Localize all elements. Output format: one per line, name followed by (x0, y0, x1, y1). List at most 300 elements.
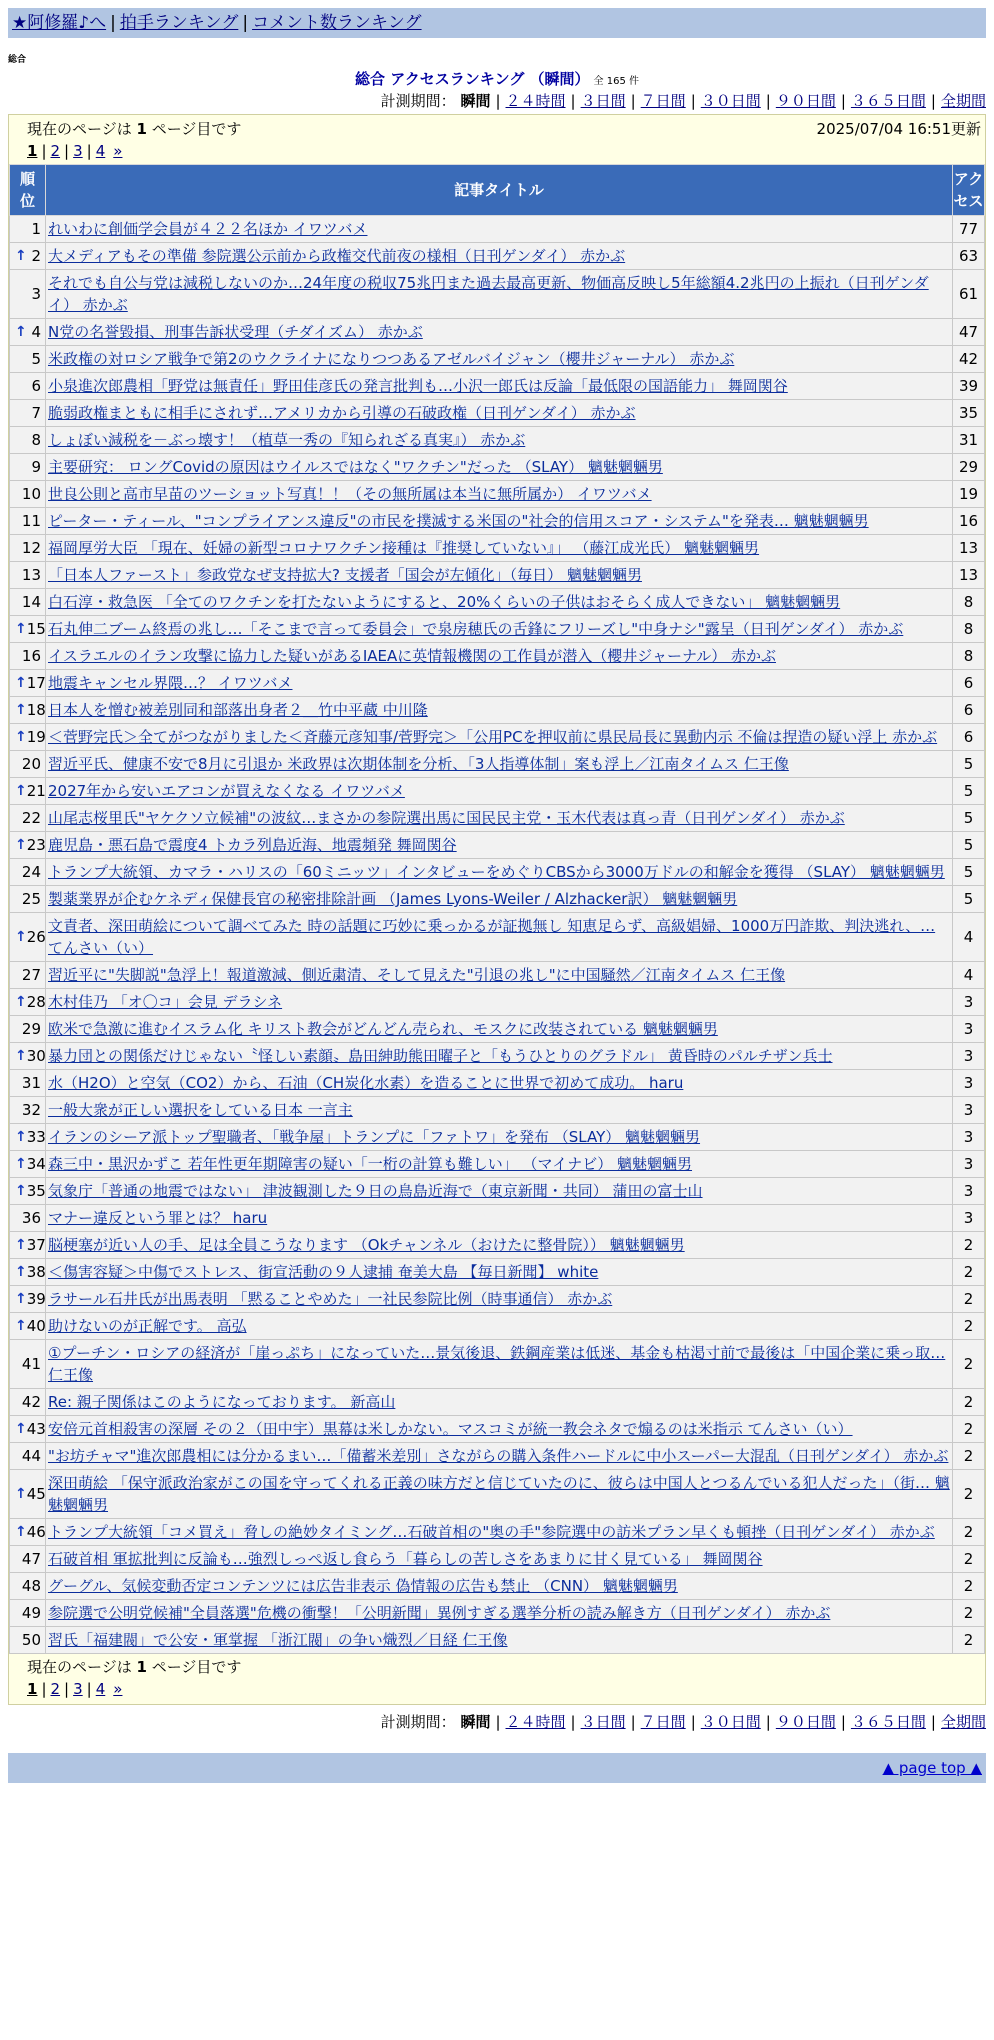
period-90d-link[interactable]: ９０日間 (775, 1713, 836, 1731)
access-count: 5 (953, 751, 985, 778)
title-cell (46, 962, 953, 989)
access-count: 2 (953, 1389, 985, 1416)
table-row (10, 1205, 985, 1232)
table-row (10, 319, 985, 346)
rank-number: 5 (31, 350, 41, 368)
table-row (10, 805, 985, 832)
page-title (0, 68, 994, 90)
article-link[interactable]: 地震キャンセル界隈…？ イワツバメ (48, 674, 293, 692)
period-24h-link[interactable]: ２４時間 (505, 92, 566, 110)
period-7d-link[interactable]: ７日間 (640, 1713, 686, 1731)
title-cell (46, 751, 953, 778)
period-3d-link[interactable]: ３日間 (580, 1713, 626, 1731)
access-count: 29 (953, 454, 985, 481)
rank-cell (10, 1546, 46, 1573)
rank-cell (10, 1070, 46, 1097)
rank-up-arrow-icon: ↑ (15, 994, 27, 1010)
rank-number: 39 (26, 1290, 46, 1308)
rank-header: 順位 (10, 165, 46, 216)
page-link[interactable]: 4 (95, 1680, 106, 1698)
rank-number: 49 (21, 1604, 41, 1622)
access-count: 2 (953, 1573, 985, 1600)
table-row (10, 886, 985, 913)
article-link[interactable]: 米政権の対ロシア戦争で第2のウクライナになりつつあるアゼルバイジャン（櫻井ジャーナル） 赤かぶ (48, 350, 735, 368)
title-cell (46, 1286, 953, 1313)
access-count: 13 (953, 535, 985, 562)
page-link-current[interactable]: 1 (27, 1680, 38, 1698)
access-count: 2 (953, 1340, 985, 1389)
title-cell (46, 1443, 953, 1470)
title-cell (46, 400, 953, 427)
table-row (10, 697, 985, 724)
access-count: 47 (953, 319, 985, 346)
article-link[interactable]: 製薬業界が企むケネディ保健長官の秘密排除計画 （James Lyons-Weiler / Alzhacker訳） 魑魅魍魎男 (48, 890, 738, 908)
period-selector-top: 計測期間： 瞬間 | ２４時間 | ３日間 | ７日間 | ３０日間 | ９０日間 | ３６５日間 | 全期間 (380, 92, 986, 110)
rank-cell (10, 1178, 46, 1205)
rank-cell (10, 697, 46, 724)
article-link[interactable]: ラサール石井氏が出馬表明 「黙ることやめた」一社民参院比例（時事通信） 赤かぶ (48, 1290, 613, 1308)
period-all-link[interactable]: 全期間 (940, 1713, 986, 1731)
article-link[interactable]: 大メディアもその準備 参院選公示前から政権交代前夜の様相（日刊ゲンダイ） 赤かぶ (48, 247, 626, 265)
next-page-link[interactable]: » (113, 1680, 123, 1698)
rank-cell (10, 724, 46, 751)
next-page-link[interactable]: » (113, 142, 123, 160)
table-row (10, 1124, 985, 1151)
article-link[interactable]: 文責者、深田萌絵について調べてみた 時の話題に巧妙に乗っかるが証拠無し 知恵足らず、高級娼婦、1000万円詐欺、判決逃れ、… てんさい（い） (48, 917, 936, 957)
period-365d-link[interactable]: ３６５日間 (850, 92, 926, 110)
title-cell (46, 1627, 953, 1654)
page-link-current[interactable]: 1 (27, 142, 38, 160)
article-link[interactable]: Re: 親子関係はこのようになっております。 新高山 (48, 1393, 396, 1411)
table-row (10, 1259, 985, 1286)
access-count: 5 (953, 805, 985, 832)
table-row (10, 1016, 985, 1043)
rank-number: 17 (26, 674, 46, 692)
article-link[interactable]: イランのシーア派トップ聖職者、「戦争屋」トランプに「ファトワ」を発布 （SLAY） 魑魅魍魎男 (48, 1128, 701, 1146)
article-link[interactable]: 白石淳・救急医 「全てのワクチンを打たないようにすると、20%くらいの子供はおそらく成人できない」 魑魅魍魎男 (48, 593, 841, 611)
title-cell (46, 1097, 953, 1124)
title-cell (46, 373, 953, 400)
title-cell (46, 1340, 953, 1389)
rank-number: 31 (21, 1074, 41, 1092)
rank-up-arrow-icon: ↑ (15, 929, 27, 945)
table-row (10, 724, 985, 751)
title-cell (46, 1070, 953, 1097)
article-link[interactable]: れいわに創価学会員が４２２名ほか イワツバメ (48, 220, 368, 238)
page-link[interactable]: 2 (50, 142, 61, 160)
title-cell (46, 1573, 953, 1600)
title-cell (46, 481, 953, 508)
access-count: 6 (953, 670, 985, 697)
rank-up-arrow-icon: ↑ (15, 324, 27, 340)
rank-cell (10, 805, 46, 832)
access-count: 8 (953, 643, 985, 670)
table-row (10, 508, 985, 535)
page-link[interactable]: 3 (73, 1680, 83, 1698)
table-row (10, 751, 985, 778)
rank-up-arrow-icon: ↑ (15, 1129, 27, 1145)
title-cell (46, 454, 953, 481)
rank-cell (10, 1286, 46, 1313)
rank-cell (10, 670, 46, 697)
rank-cell (10, 1627, 46, 1654)
rank-up-arrow-icon: ↑ (15, 837, 27, 853)
article-link[interactable]: 日本人を憎む被差別同和部落出身者２＿竹中平蔵 中川隆 (48, 701, 428, 719)
rank-cell (10, 562, 46, 589)
title-cell (46, 1600, 953, 1627)
rank-cell (10, 1416, 46, 1443)
access-count: 35 (953, 400, 985, 427)
page-link[interactable]: 4 (95, 142, 106, 160)
rank-cell (10, 1151, 46, 1178)
table-row (10, 346, 985, 373)
table-row (10, 913, 985, 962)
rank-number: 42 (21, 1393, 41, 1411)
article-link[interactable]: 習氏「福建閥」で公安・軍掌握 「浙江閥」の争い熾烈／日経 仁王像 (48, 1631, 508, 1649)
clap-ranking-link[interactable]: 拍手ランキング (119, 13, 239, 33)
table-row (10, 1043, 985, 1070)
title-cell (46, 913, 953, 962)
title-cell (46, 1546, 953, 1573)
access-count: 2 (953, 1416, 985, 1443)
title-cell (46, 859, 953, 886)
title-cell (46, 535, 953, 562)
article-link[interactable]: 水（H2O）と空気（CO2）から、石油（CH炭化水素）を造ることに世界で初めて成功。 haru (48, 1074, 684, 1092)
rank-number: 46 (26, 1523, 46, 1541)
table-row (10, 832, 985, 859)
article-link[interactable]: 気象庁「普通の地震ではない」 津波観測した９日の鳥島近海で（東京新聞・共同） 蒲田の富士山 (48, 1182, 703, 1200)
rank-up-arrow-icon: ↑ (15, 1237, 27, 1253)
article-link[interactable]: 主要研究： ロングCovidの原因はウイルスではなく"ワクチン"だった （SLAY） 魑魅魍魎男 (48, 458, 663, 476)
article-link[interactable]: 参院選で公明党候補"全員落選"危機の衝撃！「公明新聞」異例すぎる選挙分析の読み解き方（日刊ゲンダイ） 赤かぶ (48, 1604, 831, 1622)
period-label: 計測期間： (380, 1713, 456, 1731)
title-cell (46, 1043, 953, 1070)
access-count: 3 (953, 989, 985, 1016)
title-cell (46, 724, 953, 751)
access-count: 8 (953, 616, 985, 643)
rank-number: 26 (26, 928, 46, 946)
rank-up-arrow-icon: ↑ (15, 1048, 27, 1064)
period-selector-bottom: 計測期間： 瞬間 | ２４時間 | ３日間 | ７日間 | ３０日間 | ９０日間 | ３６５日間 | 全期間 (380, 1713, 986, 1731)
period-30d-link[interactable]: ３０日間 (700, 1713, 761, 1731)
title-cell (46, 1416, 953, 1443)
table-row (10, 589, 985, 616)
table-row (10, 1546, 985, 1573)
rank-number: 33 (26, 1128, 46, 1146)
rank-number: 21 (26, 782, 46, 800)
bottom-nav (8, 1753, 986, 1783)
table-row (10, 373, 985, 400)
title-cell (46, 1151, 953, 1178)
article-link[interactable]: 一般大衆が正しい選択をしている日本 一言主 (48, 1101, 353, 1119)
page-link[interactable]: 2 (50, 1680, 61, 1698)
title-cell (46, 243, 953, 270)
article-link[interactable]: 福岡厚労大臣 「現在、妊婦の新型コロナワクチン接種は『推奨していない』」 （藤江成光氏） 魑魅魍魎男 (48, 539, 760, 557)
table-row (10, 270, 985, 319)
table-row (10, 400, 985, 427)
title-cell (46, 1178, 953, 1205)
rank-cell (10, 832, 46, 859)
table-row (10, 427, 985, 454)
article-link[interactable]: しょぼい減税を－ぶっ壊す！（植草一秀の『知られざる真実』） 赤かぶ (48, 431, 526, 449)
title-cell (46, 832, 953, 859)
access-count: 13 (953, 562, 985, 589)
access-count: 39 (953, 373, 985, 400)
rank-number: 8 (31, 431, 41, 449)
rank-cell (10, 508, 46, 535)
rank-up-arrow-icon: ↑ (15, 1318, 27, 1334)
rank-up-arrow-icon: ↑ (15, 675, 27, 691)
rank-cell (10, 1443, 46, 1470)
rank-number: 15 (26, 620, 46, 638)
period-all-link[interactable]: 全期間 (940, 92, 986, 110)
article-link[interactable]: 脳梗塞が近い人の手、足は全員こうなります （Okチャンネル（おけたに整骨院）） 魑魅魍魎男 (48, 1236, 685, 1254)
rank-up-arrow-icon: ↑ (15, 1291, 27, 1307)
table-row (10, 243, 985, 270)
access-count: 42 (953, 346, 985, 373)
title-cell (46, 1313, 953, 1340)
rank-number: 27 (21, 966, 41, 984)
rank-number: 44 (21, 1447, 41, 1465)
rank-cell (10, 962, 46, 989)
title-cell (46, 643, 953, 670)
title-cell (46, 989, 953, 1016)
table-row (10, 1573, 985, 1600)
access-count: 4 (953, 962, 985, 989)
category-tag: 総合 (8, 55, 27, 65)
pagination-top: 1 | 2 | 3 | 4 » (27, 142, 123, 160)
rank-number: 4 (31, 323, 41, 341)
article-link[interactable]: 木村佳乃 「オ〇コ」会見 デラシネ (48, 993, 283, 1011)
access-count: 3 (953, 1097, 985, 1124)
article-link[interactable]: ピーター・ティール、"コンプライアンス違反"の市民を撲滅する米国の"社会的信用スコア・システム"を発表… 魑魅魍魎男 (48, 512, 869, 530)
article-link[interactable]: 暴力団との関係だけじゃない〝怪しい素顔〟島田紳助熊田曜子と「もうひとりのグラドル」 黄昏時のパルチザン兵士 (48, 1047, 833, 1065)
access-count: 2 (953, 1546, 985, 1573)
article-link[interactable]: 「日本人ファースト」参政党なぜ支持拡大? 支援者「国会が左傾化」（毎日） 魑魅魍魎男 (48, 566, 642, 584)
page-top-link[interactable]: ▲ page top ▲ (882, 1759, 982, 1777)
page-status (9, 115, 985, 140)
title-cell (46, 562, 953, 589)
table-row (10, 989, 985, 1016)
separator: | (242, 13, 249, 33)
rank-up-arrow-icon: ↑ (15, 248, 27, 264)
rank-cell (10, 373, 46, 400)
table-row (10, 616, 985, 643)
rank-number: 50 (21, 1631, 41, 1649)
rank-up-arrow-icon: ↑ (15, 1183, 27, 1199)
article-link[interactable]: グーグル、気候変動否定コンテンツには広告非表示 偽情報の広告も禁止 （CNN） 魑魅魍魎男 (48, 1577, 678, 1595)
rank-number: 6 (31, 377, 41, 395)
page-link[interactable]: 3 (73, 142, 83, 160)
comment-ranking-link[interactable]: コメント数ランキング (252, 13, 422, 33)
access-count: 5 (953, 859, 985, 886)
period-365d-link[interactable]: ３６５日間 (850, 1713, 926, 1731)
rank-number: 12 (21, 539, 41, 557)
rank-cell (10, 243, 46, 270)
page-status-bottom (9, 1654, 985, 1678)
rank-number: 48 (21, 1577, 41, 1595)
rank-cell (10, 427, 46, 454)
access-count: 2 (953, 1232, 985, 1259)
table-row (10, 643, 985, 670)
access-count: 3 (953, 1043, 985, 1070)
rank-cell (10, 216, 46, 243)
title-cell (46, 805, 953, 832)
title-cell (46, 1124, 953, 1151)
period-90d-link[interactable]: ９０日間 (775, 92, 836, 110)
rank-cell (10, 989, 46, 1016)
rank-cell (10, 1232, 46, 1259)
rank-cell (10, 859, 46, 886)
rank-up-arrow-icon: ↑ (15, 1524, 27, 1540)
rank-cell (10, 400, 46, 427)
rank-number: 29 (21, 1020, 41, 1038)
access-count: 3 (953, 1016, 985, 1043)
article-link[interactable]: 安倍元首相殺害の深層 その２（田中宇）黒幕は米しかない。マスコミが統一教会ネタで煽るのは米指示 てんさい（い） (48, 1420, 853, 1438)
period-30d-link[interactable]: ３０日間 (700, 92, 761, 110)
table-row (10, 1519, 985, 1546)
rank-number: 16 (21, 647, 41, 665)
access-count: 3 (953, 1070, 985, 1097)
access-count: 4 (953, 913, 985, 962)
rank-number: 38 (26, 1263, 46, 1281)
period-label: 計測期間： (380, 92, 456, 110)
table-row (10, 216, 985, 243)
title-cell (46, 270, 953, 319)
table-row (10, 535, 985, 562)
rank-number: 47 (21, 1550, 41, 1568)
rank-number: 35 (26, 1182, 46, 1200)
article-link[interactable]: 深田萌絵 「保守派政治家がこの国を守ってくれる正義の味方だと信じていたのに、彼らは中国人とつるんでいる犯人だった」（街… 魑魅魍魎男 (48, 1474, 950, 1514)
pagination-bottom: 1 | 2 | 3 | 4 » (27, 1680, 123, 1698)
rank-number: 25 (21, 890, 41, 908)
rank-number: 7 (31, 404, 41, 422)
table-row (10, 1443, 985, 1470)
rank-number: 45 (26, 1485, 46, 1503)
article-link[interactable]: 世良公則と高市早苗のツーショット写真！！（その無所属は本当に無所属か） イワツバメ (48, 485, 652, 503)
total-count: 全 165 件 (593, 76, 639, 87)
title-cell (46, 1205, 953, 1232)
rank-cell (10, 1097, 46, 1124)
access-count: 3 (953, 1124, 985, 1151)
article-link[interactable]: "お坊チャマ"進次郎農相には分かるまい…「備蓄米差別」さながらの購入条件ハードルに中小スーパー大混乱（日刊ゲンダイ） 赤かぶ (48, 1447, 949, 1465)
period-current: 瞬間 (460, 92, 491, 110)
home-link[interactable]: ★阿修羅♪へ (12, 13, 107, 33)
article-link[interactable]: 習近平に"失脚説"急浮上！報道激減、側近粛清、そして見えた"引退の兆し"に中国騒然／江南タイムス 仁王像 (48, 966, 786, 984)
rank-cell (10, 1600, 46, 1627)
access-count: 5 (953, 778, 985, 805)
table-row (10, 1070, 985, 1097)
table-row (10, 562, 985, 589)
rank-number: 30 (26, 1047, 46, 1065)
access-count: 19 (953, 481, 985, 508)
access-count: 6 (953, 697, 985, 724)
table-row (10, 1178, 985, 1205)
rank-number: 14 (21, 593, 41, 611)
rank-number: 28 (26, 993, 46, 1011)
current-page-text: 現在のページは 1 ページ目です (27, 1658, 242, 1676)
title-cell (46, 1389, 953, 1416)
rank-up-arrow-icon: ↑ (15, 729, 27, 745)
rank-cell (10, 913, 46, 962)
article-link[interactable]: ①プーチン・ロシアの経済が「崖っぷち」になっていた…景気後退、鉄鋼産業は低迷、基金も枯渇寸前で最後は「中国企業に乗っ取… 仁王像 (48, 1344, 946, 1384)
article-link[interactable]: 2027年から安いエアコンが買えなくなる イワツバメ (48, 782, 405, 800)
access-count: 5 (953, 832, 985, 859)
article-link[interactable]: 小泉進次郎農相「野党は無責任」野田佳彦氏の発言批判も…小沢一郎氏は反論「最低限の国語能力」 舞岡関谷 (48, 377, 788, 395)
article-link[interactable]: 森三中・黒沢かずこ 若年性更年期障害の疑い「一桁の計算も難しい」 （マイナビ） 魑魅魍魎男 (48, 1155, 693, 1173)
rank-cell (10, 346, 46, 373)
article-link[interactable]: 助けないのが正解です。 高弘 (48, 1317, 247, 1335)
article-link[interactable]: マナー違反という罪とは？ haru (48, 1209, 268, 1227)
top-nav (8, 8, 986, 38)
article-link[interactable]: 鹿児島・悪石島で震度4 トカラ列島近海、地震頻発 舞岡関谷 (48, 836, 457, 854)
article-link[interactable]: ＜傷害容疑＞中傷でストレス、街宣活動の９人逮捕 奄美大島 【毎日新聞】 white (48, 1263, 599, 1281)
rank-number: 20 (21, 755, 41, 773)
title-cell (46, 1519, 953, 1546)
rank-up-arrow-icon: ↑ (15, 1156, 27, 1172)
article-link[interactable]: 習近平氏、健康不安で8月に引退か 米政界は次期体制を分析、「3人指導体制」案も浮上／江南タイムス 仁王像 (48, 755, 789, 773)
period-3d-link[interactable]: ３日間 (580, 92, 626, 110)
rank-cell (10, 1043, 46, 1070)
access-count: 2 (953, 1627, 985, 1654)
rank-number: 19 (26, 728, 46, 746)
rank-cell (10, 751, 46, 778)
rank-number: 3 (31, 285, 41, 303)
table-row (10, 1151, 985, 1178)
rank-number: 9 (31, 458, 41, 476)
article-link[interactable]: イスラエルのイラン攻撃に協力した疑いがあるIAEAに英情報機関の工作員が潜入（櫻井ジャーナル） 赤かぶ (48, 647, 776, 665)
article-link[interactable]: それでも自公与党は減税しないのか…24年度の税収75兆円また過去最高更新、物価高反映し5年総額4.2兆円の上振れ（日刊ゲンダイ） 赤かぶ (48, 274, 929, 314)
title-cell (46, 886, 953, 913)
title-cell (46, 1470, 953, 1519)
rank-number: 22 (21, 809, 41, 827)
rank-up-arrow-icon: ↑ (15, 1421, 27, 1437)
rank-cell (10, 1205, 46, 1232)
article-link[interactable]: 山尾志桜里氏"ヤケクソ立候補"の波紋…まさかの参院選出馬に国民民主党・玉木代表は真っ青（日刊ゲンダイ） 赤かぶ (48, 809, 845, 827)
title-cell (46, 697, 953, 724)
access-count: 3 (953, 1205, 985, 1232)
access-count: 8 (953, 589, 985, 616)
rank-cell (10, 589, 46, 616)
title-cell (46, 778, 953, 805)
article-link[interactable]: トランプ大統領、カマラ・ハリスの「60ミニッツ」インタビューをめぐりCBSから3000万ドルの和解金を獲得 （SLAY） 魑魅魍魎男 (48, 863, 945, 881)
title-cell (46, 508, 953, 535)
title-cell (46, 319, 953, 346)
article-link[interactable]: トランプ大統領「コメ買え」脅しの絶妙タイミング…石破首相の"奥の手"参院選中の訪米プラン早くも頓挫（日刊ゲンダイ） 赤かぶ (48, 1523, 935, 1541)
article-link[interactable]: 石丸伸二ブーム終焉の兆し…「そこまで言って委員会」で泉房穂氏の舌鋒にフリーズし"中身ナシ"露呈（日刊ゲンダイ） 赤かぶ (48, 620, 904, 638)
access-count: 16 (953, 508, 985, 535)
article-link[interactable]: ＜菅野完氏＞全てがつながりました＜斉藤元彦知事/菅野完＞「公用PCを押収前に県民局長に異動内示 不倫は捏造の疑い浮上 赤かぶ (48, 728, 938, 746)
rank-up-arrow-icon: ↑ (15, 1486, 27, 1502)
article-link[interactable]: 欧米で急激に進むイスラム化 キリスト教会がどんどん売られ、モスクに改装されている 魑魅魍魎男 (48, 1020, 718, 1038)
rank-number: 34 (26, 1155, 46, 1173)
period-24h-link[interactable]: ２４時間 (505, 1713, 566, 1731)
article-link[interactable]: N党の名誉毀損、刑事告訴状受理（チダイズム） 赤かぶ (48, 323, 423, 341)
title-cell (46, 670, 953, 697)
table-row (10, 778, 985, 805)
rank-cell (10, 1519, 46, 1546)
article-link[interactable]: 石破首相 軍拡批判に反論も…強烈しっぺ返し食らう「暮らしの苦しさをあまりに甘く見ている」 舞岡関谷 (48, 1550, 763, 1568)
article-link[interactable]: 脆弱政権まともに相手にされず…アメリカから引導の石破政権（日刊ゲンダイ） 赤かぶ (48, 404, 636, 422)
table-row (10, 962, 985, 989)
period-7d-link[interactable]: ７日間 (640, 92, 686, 110)
table-row (10, 1340, 985, 1389)
access-count: 3 (953, 1178, 985, 1205)
rank-cell (10, 1124, 46, 1151)
access-count: 2 (953, 1600, 985, 1627)
access-count: 2 (953, 1259, 985, 1286)
table-row (10, 670, 985, 697)
